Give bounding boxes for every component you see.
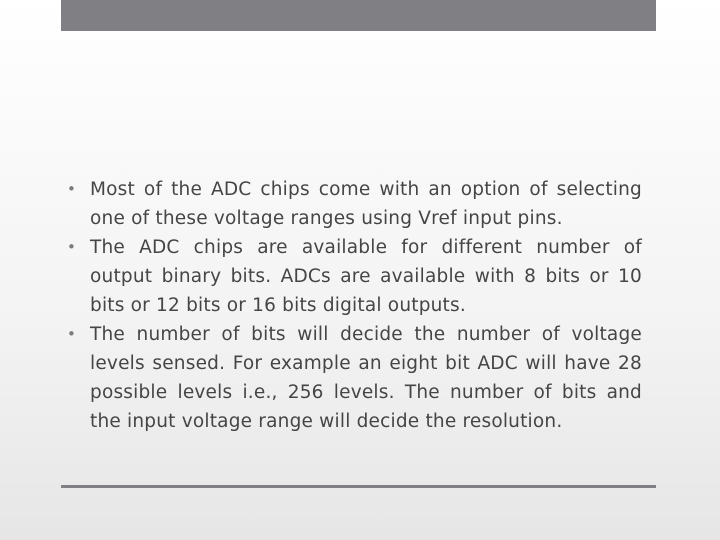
bullet-icon: • bbox=[67, 325, 77, 343]
bullet-icon: • bbox=[67, 180, 77, 198]
bullet-item bbox=[62, 233, 642, 320]
slide-body bbox=[62, 175, 642, 436]
bullet-item bbox=[62, 175, 642, 233]
bullet-list bbox=[62, 175, 642, 436]
bullet-text: The ADC chips are available for different number of output binary bits. ADCs are available with 8 bits or 10 bits or 12 bits or 16 bits digital outputs. bbox=[90, 237, 642, 316]
title-bar-decoration bbox=[61, 0, 656, 31]
bullet-text: The number of bits will decide the number of voltage levels sensed. For example an eight bit ADC will have 28 possible levels i.e., 256 levels. The number of bits and the input voltage range will decide the resolution. bbox=[90, 324, 642, 432]
footer-divider bbox=[61, 485, 656, 488]
bullet-text: Most of the ADC chips come with an option of selecting one of these voltage ranges using Vref input pins. bbox=[90, 179, 642, 229]
bullet-item bbox=[62, 320, 642, 436]
bullet-icon: • bbox=[67, 238, 77, 256]
